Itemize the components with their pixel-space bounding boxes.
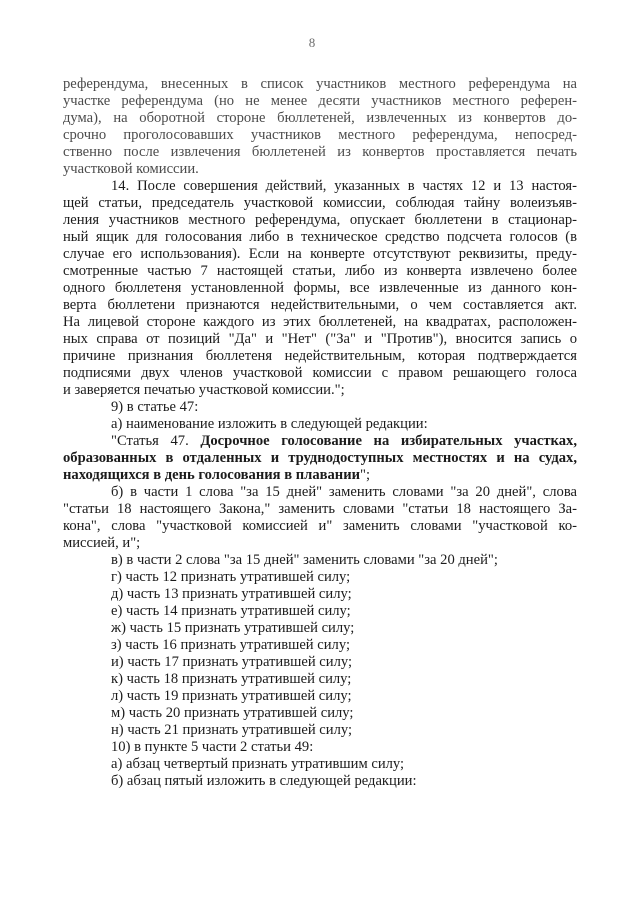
paragraph-line: верта бюллетени признаются недействительными, о чем составляется акт. <box>63 297 577 313</box>
paragraph-line: подписями двух членов участковой комиссии с правом решающего голоса <box>63 365 577 381</box>
article-title-bold: находящихся в день голосования в плавании <box>63 467 361 483</box>
article-title-bold: Досрочное голосование на избирательных участках, <box>200 433 577 449</box>
list-item: 10) в пункте 5 части 2 статьи 49: <box>111 739 314 755</box>
article-title-bold: образованных в отдаленных и труднодоступных местностях и на судах, <box>63 450 577 466</box>
document-body <box>63 76 577 790</box>
paragraph-line: кона", слова "участковой комиссией и" заменить словами "участковой ко- <box>63 518 577 534</box>
paragraph-line: срочно проголосовавших участников местного референдума, непосред- <box>63 127 577 143</box>
list-item: а) абзац четвертый признать утратившим силу; <box>111 756 405 772</box>
paragraph-line: На лицевой стороне каждого из этих бюллетеней, на квадратах, расположен- <box>63 314 577 330</box>
paragraph-line: ственно после извлечения бюллетеней из конвертов проставляется печать <box>63 144 577 160</box>
paragraph-line: причине признания бюллетеня недействительным, которая подтверждается <box>63 348 577 364</box>
list-item: е) часть 14 признать утратившей силу; <box>111 603 351 619</box>
paragraph-line: щей статьи, председатель участковой комиссии, соблюдая тайну волеизъяв- <box>63 195 577 211</box>
article-title-line <box>63 467 577 484</box>
article-title-prefix: "Статья 47. <box>111 433 201 449</box>
paragraph-line: миссией, и"; <box>63 535 141 551</box>
paragraph-line: "статьи 18 настоящего Закона," заменить словами "статьи 18 настоящего За- <box>63 501 577 517</box>
list-item: ж) часть 15 признать утратившей силу; <box>111 620 355 636</box>
list-item: а) наименование изложить в следующей редакции: <box>111 416 428 432</box>
list-item: б) абзац пятый изложить в следующей редакции: <box>111 773 417 789</box>
paragraph-line: участковой комиссии. <box>63 161 199 177</box>
paragraph-line: ных справа от позиций "Да" и "Нет" ("За" и "Против"), вносится запись о <box>63 331 577 347</box>
paragraph-line: и заверяется печатью участковой комиссии."; <box>63 382 345 398</box>
list-item: в) в части 2 слова "за 15 дней" заменить словами "за 20 дней"; <box>111 552 498 568</box>
article-title-tail: "; <box>360 467 371 483</box>
list-item: и) часть 17 признать утратившей силу; <box>111 654 353 670</box>
list-item: н) часть 21 признать утратившей силу; <box>111 722 353 738</box>
paragraph-line: участке референдума (но не менее десяти участников местного референ- <box>63 93 577 109</box>
list-item: д) часть 13 признать утратившей силу; <box>111 586 352 602</box>
list-item: з) часть 16 признать утратившей силу; <box>111 637 350 653</box>
paragraph-line: референдума, внесенных в список участников местного референдума на <box>63 76 577 92</box>
paragraph-line: дума), на оборотной стороне бюллетеней, извлеченных из конвертов до- <box>63 110 577 126</box>
paragraph-line: ления участников местного референдума, опускает бюллетени в стационар- <box>63 212 577 228</box>
list-item: к) часть 18 признать утратившей силу; <box>111 671 352 687</box>
article-title-line <box>63 450 577 467</box>
paragraph-line: б) в части 1 слова "за 15 дней" заменить словами "за 20 дней", слова <box>111 484 577 500</box>
article-title-line <box>63 433 577 450</box>
list-item: л) часть 19 признать утратившей силу; <box>111 688 352 704</box>
paragraph-line: 14. После совершения действий, указанных в частях 12 и 13 настоя- <box>111 178 577 194</box>
paragraph-line: смотренные частью 7 настоящей статьи, либо из конверта извлечено более <box>63 263 577 279</box>
paragraph-line: случае его использования). Если на конверте отсутствуют реквизиты, преду- <box>63 246 577 262</box>
page-number: 8 <box>308 35 316 50</box>
list-item: 9) в статье 47: <box>111 399 199 415</box>
list-item: г) часть 12 признать утратившей силу; <box>111 569 351 585</box>
paragraph-line: ный ящик для голосования либо в техническое средство подсчета голосов (в <box>63 229 577 245</box>
list-item: м) часть 20 признать утратившей силу; <box>111 705 354 721</box>
paragraph-line: одного бюллетеня установленной формы, все извлеченные из данного кон- <box>63 280 577 296</box>
